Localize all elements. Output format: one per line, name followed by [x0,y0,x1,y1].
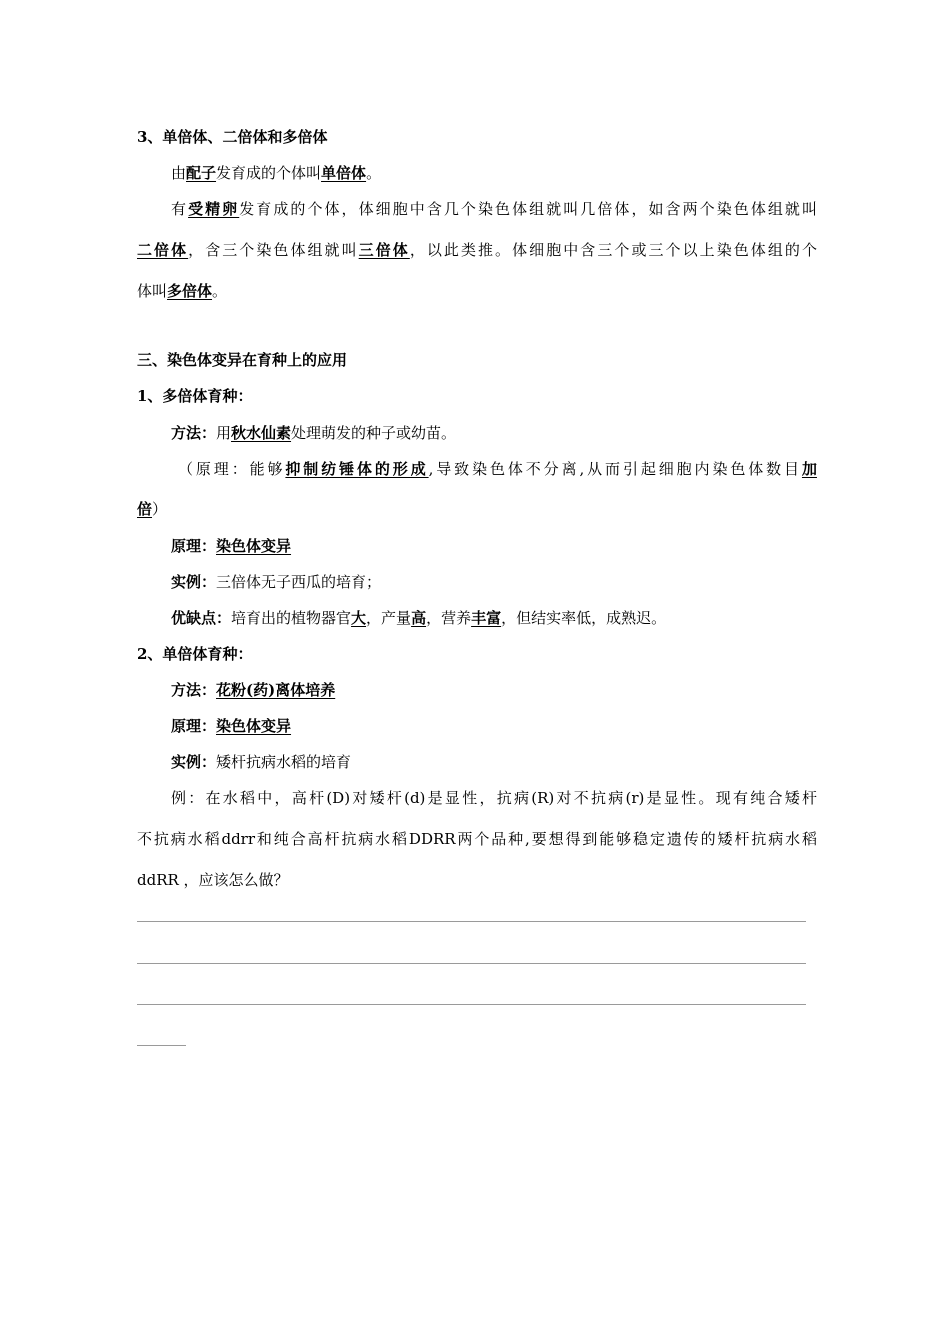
polyploid-note-line2: 倍） [137,500,168,518]
paragraph-polyploid-line3: 体叫多倍体。 [137,282,228,300]
polyploid-pros-cons: 优缺点：培育出的植物器官大，产量高，营养丰富，但结实率低，成熟迟。 [171,609,667,627]
polyploid-method: 方法：用秋水仙素处理萌发的种子或幼苗。 [171,424,457,442]
term-zygote: 受精卵 [188,200,240,218]
term-polyploid: 多倍体 [167,282,213,300]
term-double-b: 倍 [137,500,153,518]
haploid-method: 方法：花粉(药)离体培养 [171,681,336,699]
haploid-principle: 原理：染色体变异 [171,717,292,735]
term-gamete: 配子 [186,164,217,182]
term-chromosome-variation-2: 染色体变异 [216,717,292,735]
term-chromosome-variation: 染色体变异 [216,537,292,555]
term-diploid: 二倍体 [137,241,189,259]
question-line2: 不抗病水稻ddrr和纯合高杆抗病水稻DDRR两个品种,要想得到能够稳定遗传的矮杆抗病水稻 [137,830,817,848]
answer-line[interactable] [137,1004,806,1005]
heading-haploid-breeding: 2、单倍体育种： [137,645,253,663]
polyploid-example: 实例：三倍体无子西瓜的培育； [171,573,382,591]
term-large: 大 [351,609,367,627]
question-line3: ddRR ，应该怎么做？ [137,871,289,889]
heading-polyploid-breeding: 1、多倍体育种： [137,387,253,405]
term-rich: 丰富 [471,609,502,627]
term-colchicine: 秋水仙素 [231,424,292,442]
paragraph-polyploid-line2: 二倍体，含三个染色体组就叫三倍体，以此类推。体细胞中含三个或三个以上染色体组的个 [137,241,817,259]
heading-ploidy: 3、单倍体、二倍体和多倍体 [137,128,328,146]
term-double-a: 加 [801,460,817,478]
heading-breeding-application: 三、染色体变异在育种上的应用 [137,351,348,369]
answer-line-end[interactable] [137,1045,186,1046]
haploid-example: 实例：矮杆抗病水稻的培育 [171,753,352,771]
term-spindle-inhibition: 抑制纺锤体的形成 [285,460,429,478]
polyploid-principle: 原理：染色体变异 [171,537,292,555]
answer-line[interactable] [137,963,806,964]
paragraph-polyploid-line1: 有受精卵发育成的个体，体细胞中含几个染色体组就叫几倍体，如含两个染色体组就叫 [171,200,817,218]
paragraph-haploid-definition: 由配子发育成的个体叫单倍体。 [171,164,382,182]
term-haploid: 单倍体 [321,164,367,182]
polyploid-note-line1: （原理：能够抑制纺锤体的形成,导致染色体不分离,从而引起细胞内染色体数目加 [178,460,817,478]
question-line1: 例：在水稻中，高杆(D)对矮杆(d)是显性，抗病(R)对不抗病(r)是显性。现有纯合矮杆 [171,789,817,807]
answer-line[interactable] [137,921,806,922]
term-high: 高 [411,609,427,627]
term-triploid: 三倍体 [358,241,410,259]
term-anther-culture: 花粉(药)离体培养 [216,681,336,699]
